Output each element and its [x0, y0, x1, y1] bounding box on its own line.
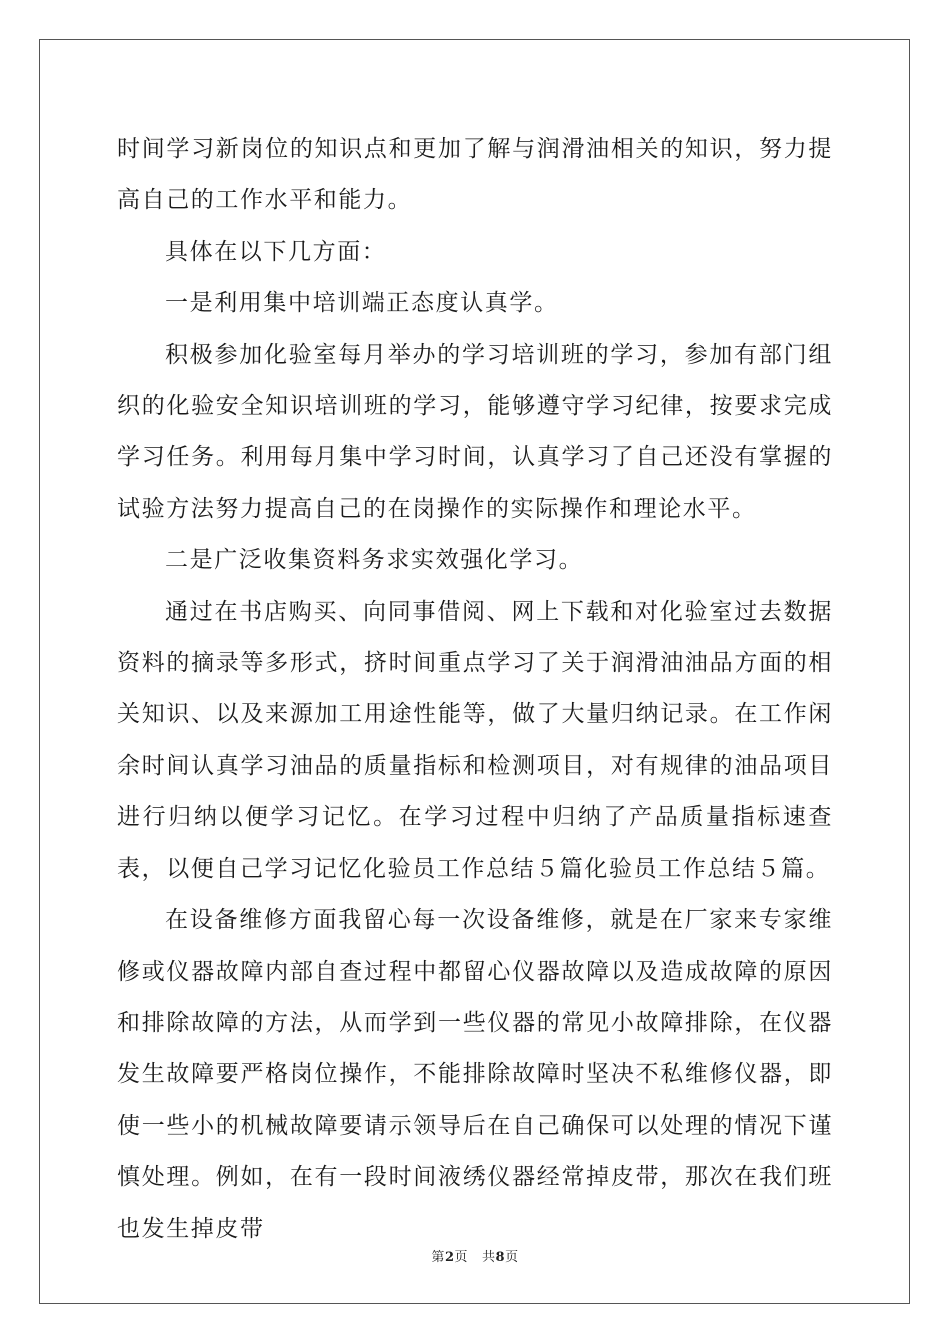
paragraph: 积极参加化验室每月举办的学习培训班的学习，参加有部门组织的化验安全知识培训班的学习，能够遵守学习纪律，按要求完成学习任务。利用每月集中学习时间，认真学习了自己还没有掌握的试验方法努力提高自己的在岗操作的实际操作和理论水平。	[117, 341, 833, 522]
total-suffix: 页	[505, 1250, 519, 1265]
paragraph: 二是广泛收集资料务求实效强化学习。	[165, 547, 584, 574]
total-pages: 8	[495, 1250, 506, 1265]
paragraph: 一是利用集中培训端正态度认真学。	[165, 290, 559, 317]
total-prefix: 共	[482, 1250, 496, 1265]
page-prefix: 第	[431, 1250, 445, 1265]
paragraph: 时间学习新岗位的知识点和更加了解与润滑油相关的知识，努力提高自己的工作水平和能力。	[117, 136, 833, 214]
paragraph: 在设备维修方面我留心每一次设备维修，就是在厂家来专家维修或仪器故障内部自查过程中都留心仪器故障以及造成故障的原因和排除故障的方法，从而学到一些仪器的常见小故障排除，在仪器发生故障要严格岗位操作，不能排除故障时坚决不私维修仪器，即使一些小的机械故障要请示领导后在自己确保可以处理的情况下谨慎处理。例如，在有一段时间液绣仪器经常掉皮带，那次在我们班也发生掉皮带	[117, 907, 833, 1242]
document-body	[117, 124, 833, 1255]
paragraph: 通过在书店购买、向同事借阅、网上下载和对化验室过去数据资料的摘录等多形式，挤时间重点学习了关于润滑油油品方面的相关知识、以及来源加工用途性能等，做了大量归纳记录。在工作闲余时间认真学习油品的质量指标和检测项目，对有规律的油品项目进行归纳以便学习记忆。在学习过程中归纳了产品质量指标速查表，以便自己学习记忆化验员工作总结５篇化验员工作总结５篇。	[117, 598, 833, 882]
page-footer	[0, 1246, 950, 1265]
paragraph: 具体在以下几方面：	[165, 238, 387, 265]
page-number: 2	[444, 1250, 455, 1265]
page-suffix: 页	[454, 1250, 468, 1265]
